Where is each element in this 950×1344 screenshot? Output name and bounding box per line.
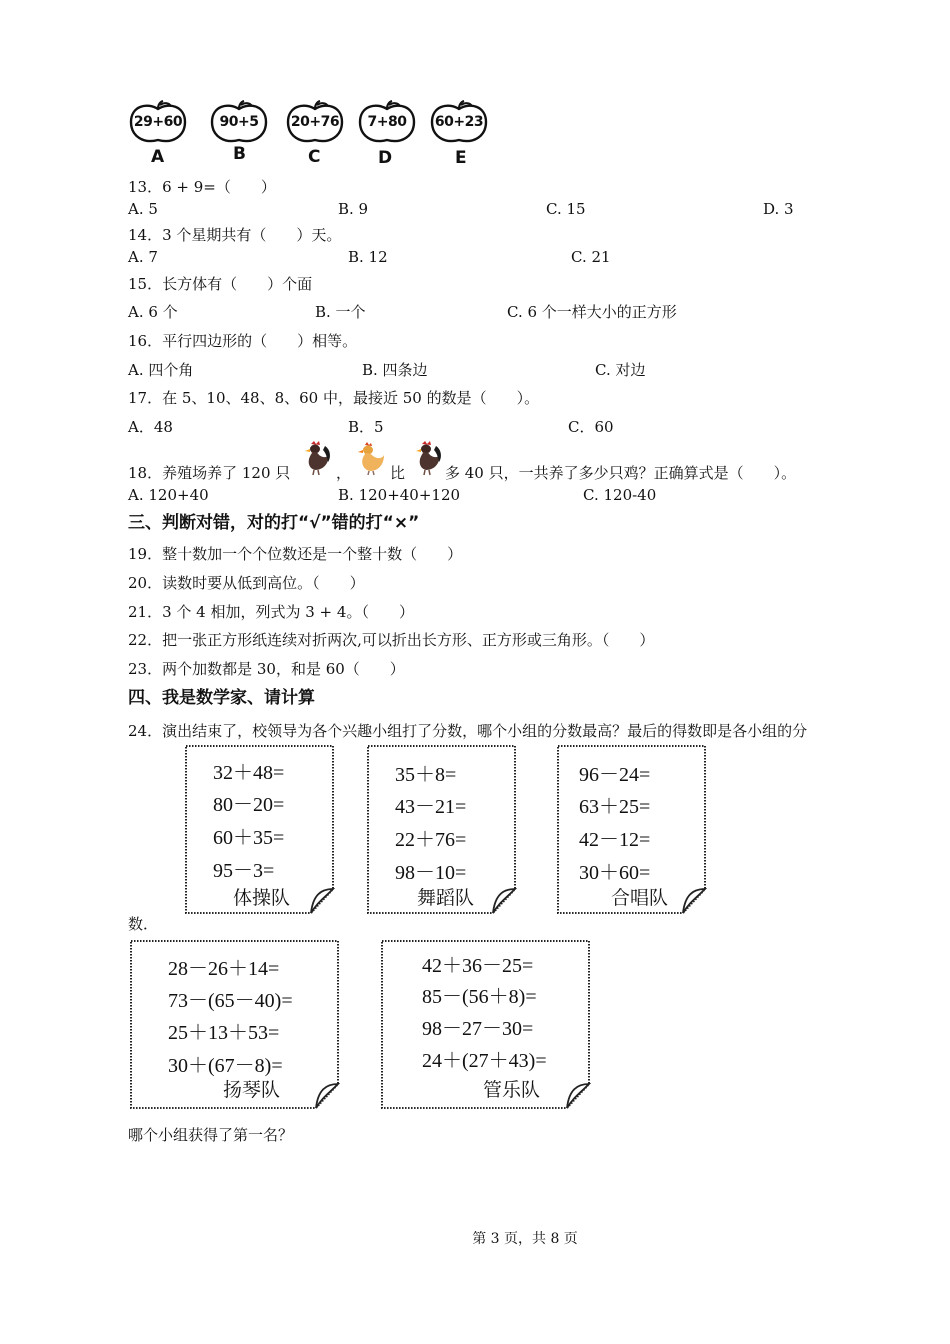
q13-option-c: C. 15: [546, 200, 586, 218]
q17-option-b: B．5: [348, 418, 384, 436]
card-line: 32＋48=: [213, 762, 285, 784]
section-3-title: 三、判断对错，对的打“√”错的打“×”: [128, 513, 420, 533]
q15-stem: 15．长方体有（ ）个面: [128, 275, 313, 293]
card-line: 95－3=: [213, 860, 275, 882]
card-line: 24＋(27＋43)=: [422, 1050, 547, 1072]
card-team-name: 管乐队: [483, 1079, 541, 1101]
apple-label-b: B: [233, 144, 246, 164]
apple-label-c: C: [308, 147, 321, 167]
q15-option-a: A. 6 个: [128, 303, 178, 321]
q14-stem: 14．3 个星期共有（ ）天。: [128, 226, 342, 244]
apple-label-a: A: [151, 147, 165, 167]
apple-label-d: D: [378, 148, 393, 168]
apple-expr-b: 90+5: [219, 114, 259, 130]
q17-stem: 17．在 5、10、48、8、60 中，最接近 50 的数是（ ）。: [128, 389, 540, 407]
card-gymnastics: [183, 743, 339, 919]
q13-option-b: B. 9: [338, 200, 369, 218]
apple-label-e: E: [455, 148, 467, 168]
q16-option-c: C. 对边: [595, 361, 646, 379]
q13-option-d: D. 3: [763, 200, 794, 218]
card-line: 73－(65－40)=: [168, 990, 293, 1012]
q24-question: 哪个小组获得了第一名？: [128, 1126, 294, 1144]
q15-option-b: B. 一个: [315, 303, 366, 321]
card-line: 25＋13＋53=: [168, 1022, 280, 1044]
judge-item-20: 20．读数时要从低到高位。（ ）: [128, 574, 365, 592]
q14-option-c: C. 21: [571, 248, 611, 266]
card-team-name: 舞蹈队: [417, 887, 475, 909]
q16-option-b: B. 四条边: [362, 361, 428, 379]
q18-bi: 比: [390, 464, 406, 482]
q24-stem-end: 数．: [128, 915, 159, 933]
q13-option-a: A. 5: [128, 200, 158, 218]
card-team-name: 扬琴队: [223, 1079, 281, 1101]
card-line: 42＋36－25=: [422, 955, 534, 977]
judge-item-19: 19．整十数加一个个位数还是一个整十数（ ）: [128, 545, 463, 563]
card-line: 96－24=: [579, 764, 651, 786]
q18-part1: 18．养殖场养了 120 只: [128, 464, 291, 482]
card-dance: [365, 743, 521, 919]
card-line: 43－21=: [395, 796, 467, 818]
q18-part2: 多 40 只，一共养了多少只鸡？正确算式是（ ）。: [445, 464, 797, 482]
rooster-icon-2: [412, 440, 444, 476]
card-dulcimer: [128, 938, 344, 1114]
card-line: 28－26＋14=: [168, 958, 280, 980]
apple-expr-d: 7+80: [367, 114, 407, 130]
q16-option-a: A. 四个角: [128, 361, 194, 379]
hen-icon: [355, 440, 387, 476]
q18-option-c: C. 120-40: [583, 486, 657, 504]
card-line: 22＋76=: [395, 829, 467, 851]
q17-option-a: A．48: [128, 418, 173, 436]
q14-option-a: A. 7: [128, 248, 158, 266]
rooster-icon: [301, 440, 333, 476]
q14-option-b: B. 12: [348, 248, 388, 266]
card-team-name: 体操队: [233, 887, 291, 909]
card-wind-band: [379, 938, 595, 1114]
judge-item-22: 22．把一张正方形纸连续对折两次,可以折出长方形、正方形或三角形。（ ）: [128, 631, 655, 649]
q24-stem: 24．演出结束了，校领导为各个兴趣小组打了分数，哪个小组的分数最高？最后的得数即是各小组的分: [128, 722, 808, 740]
card-line: 30＋60=: [579, 862, 651, 884]
apple-expr-c: 20+76: [290, 114, 340, 130]
card-line: 80－20=: [213, 794, 285, 816]
card-line: 98－10=: [395, 862, 467, 884]
card-line: 60＋35=: [213, 827, 285, 849]
q17-option-c: C．60: [568, 418, 614, 436]
q18-option-a: A. 120+40: [128, 486, 209, 504]
section-4-title: 四、我是数学家、请计算: [128, 688, 315, 708]
card-line: 63＋25=: [579, 796, 651, 818]
judge-item-23: 23．两个加数都是 30，和是 60（ ）: [128, 660, 405, 678]
apple-expr-a: 29+60: [133, 114, 183, 130]
q18-option-b: B. 120+40+120: [338, 486, 461, 504]
card-line: 30＋(67－8)=: [168, 1055, 283, 1077]
card-line: 35＋8=: [395, 764, 457, 786]
page-footer: 第 3 页，共 8 页: [472, 1231, 578, 1247]
card-choir: [555, 743, 711, 919]
q16-stem: 16．平行四边形的（ ）相等。: [128, 332, 358, 350]
card-line: 98－27－30=: [422, 1018, 534, 1040]
judge-item-21: 21．3 个 4 相加，列式为 3 + 4。（ ）: [128, 603, 414, 621]
q15-option-c: C. 6 个一样大小的正方形: [507, 303, 677, 321]
q18-comma: ，: [336, 464, 352, 482]
card-line: 42－12=: [579, 829, 651, 851]
apple-expr-e: 60+23: [434, 114, 484, 130]
q13-stem: 13．6 + 9=（ ）: [128, 178, 276, 196]
card-team-name: 合唱队: [611, 887, 669, 909]
card-line: 85－(56＋8)=: [422, 986, 537, 1008]
